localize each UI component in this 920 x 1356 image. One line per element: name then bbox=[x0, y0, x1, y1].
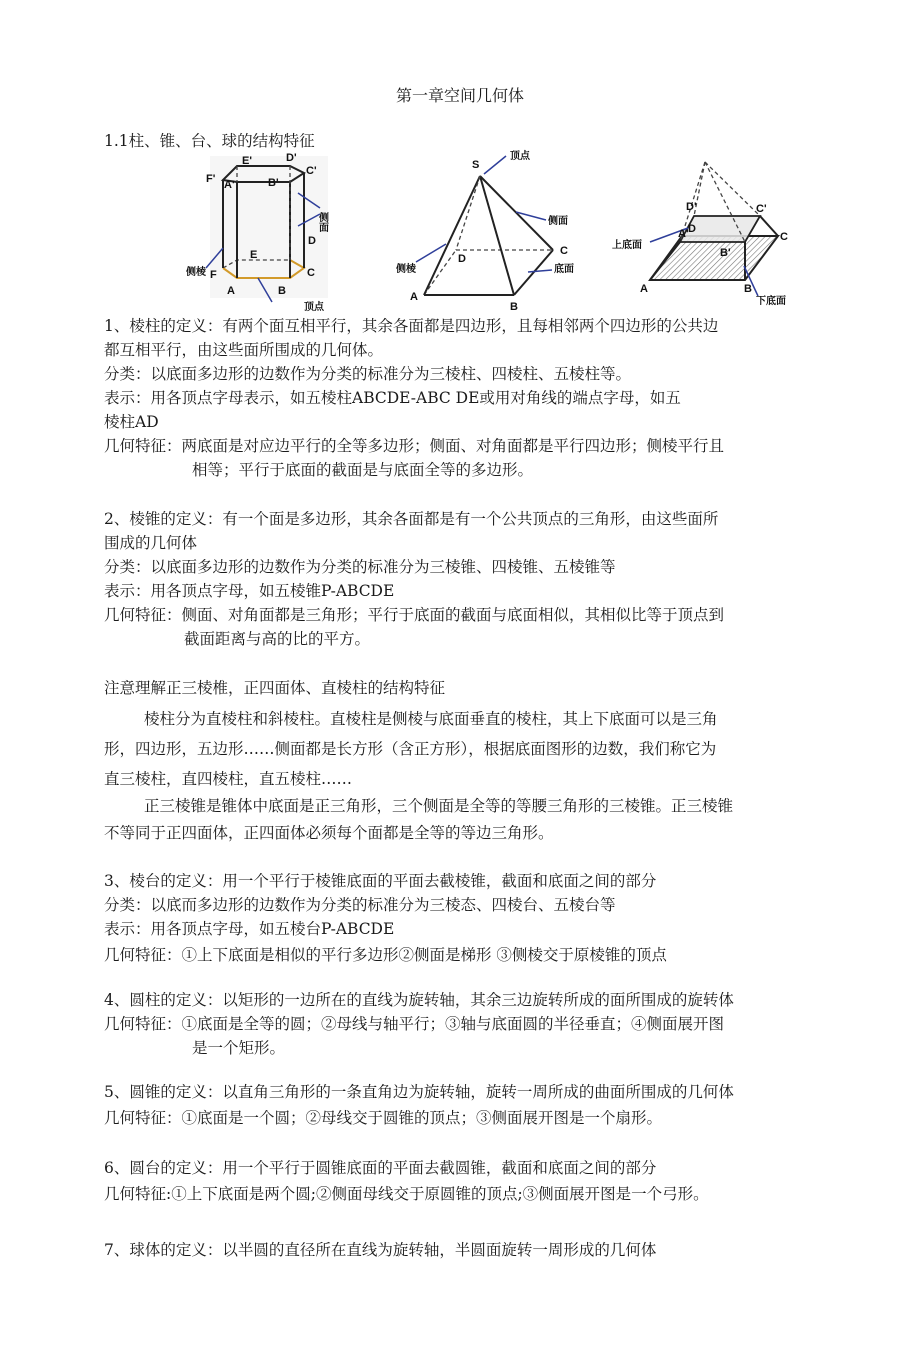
text-line-16: 形，四边形，五边形……侧面都是长方形（含正方形），根据底面图形的边数，我们称它为 bbox=[104, 740, 717, 758]
pyramid-label-d: D bbox=[458, 253, 466, 265]
prism-side-edge: 侧棱 bbox=[186, 267, 206, 278]
text-line-11: 表示：用各顶点字母，如五棱锥P-ABCDE bbox=[104, 582, 395, 600]
text-line-2: 都互相平行，由这些面所围成的几何体。 bbox=[104, 341, 384, 359]
pyramid-base: 底面 bbox=[554, 264, 574, 275]
text-line-3: 分类：以底面多边形的边数作为分类的标准分为三棱柱、四棱柱、五棱柱等。 bbox=[104, 365, 632, 383]
text-line-8: 2、棱锥的定义：有一个面是多边形，其余各面都是有一个公共顶点的三角形，由这些面所 bbox=[104, 510, 719, 528]
text-line-5: 棱柱AD bbox=[104, 413, 159, 431]
prism-label-1: F' bbox=[206, 173, 216, 185]
frustum-figure bbox=[610, 148, 800, 312]
pyramid-label-a: A bbox=[410, 291, 418, 303]
text-line-21: 分类：以底而多边形的边数作为分类的标准分为三棱态、四棱台、五棱台等 bbox=[104, 896, 616, 914]
prism-label-9: A bbox=[227, 285, 235, 297]
text-line-30: 几何特征:①上下底面是两个圆;②侧面母线交于原圆锥的顶点;③侧面展开图是一个弓形。 bbox=[104, 1185, 709, 1203]
pyramid-label-c: C bbox=[560, 245, 568, 257]
prism-vertex: 顶点 bbox=[304, 302, 324, 313]
pyramid-figure bbox=[396, 148, 596, 312]
pyramid-label-b: B bbox=[510, 301, 518, 313]
text-line-24: 4、圆柱的定义：以矩形的一边所在的直线为旋转轴，其余三边旋转所成的面所围成的旋转体 bbox=[104, 991, 734, 1009]
text-line-19: 不等同于正四面体，正四面体必须每个面都是全等的等边三角形。 bbox=[104, 824, 554, 842]
text-line-29: 6、圆台的定义：用一个平行于圆锥底面的平面去截圆锥，截面和底面之间的部分 bbox=[104, 1159, 657, 1177]
prism-label-5: D' bbox=[286, 152, 297, 164]
prism-label-12: D bbox=[308, 235, 316, 247]
text-line-12: 几何特征：侧面、对角面都是三角形；平行于底面的截面与底面相似，其相似比等于顶点到 bbox=[104, 606, 725, 624]
text-line-23: 几何特征：①上下底面是相似的平行多边形②侧面是梯形 ③侧棱交于原棱锥的顶点 bbox=[104, 946, 667, 964]
text-line-28: 几何特征：①底面是一个圆；②母线交于圆锥的顶点；③侧面展开图是一个扇形。 bbox=[104, 1109, 663, 1127]
prism-figure bbox=[180, 148, 350, 312]
text-line-13: 截面距离与高的比的平方。 bbox=[184, 630, 371, 648]
text-line-9: 围成的几何体 bbox=[104, 534, 198, 552]
frustum-label-6: C bbox=[780, 231, 788, 243]
prism-label-8: F bbox=[210, 269, 217, 281]
frustum-label-4: D bbox=[688, 223, 696, 235]
text-line-14: 注意理解正三棱椎，正四面体、直棱柱的结构特征 bbox=[104, 679, 446, 697]
pyramid-vertex: 顶点 bbox=[510, 151, 530, 162]
frustum-lower-base: 下底面 bbox=[756, 296, 786, 307]
text-line-6: 几何特征：两底面是对应边平行的全等多边形；侧面、对角面都是平行四边形；侧棱平行且 bbox=[104, 437, 725, 455]
pyramid-side-face: 侧面 bbox=[548, 216, 568, 227]
pyramid-label-s: S bbox=[472, 159, 480, 171]
frustum-label-7: A bbox=[640, 283, 648, 295]
frustum-label-5: B' bbox=[720, 247, 731, 259]
text-line-25: 几何特征：①底面是全等的圆；②母线与轴平行；③轴与底面圆的半径垂直；④侧面展开图 bbox=[104, 1015, 725, 1033]
text-line-20: 3、棱台的定义：用一个平行于棱锥底面的平面去截棱锥，截面和底面之间的部分 bbox=[104, 872, 657, 890]
frustum-label-2: C' bbox=[756, 203, 767, 215]
text-line-26: 是一个矩形。 bbox=[192, 1039, 286, 1057]
text-line-15: 棱柱分为直棱柱和斜棱柱。直棱柱是侧棱与底面垂直的棱柱，其上下底面可以是三角 bbox=[144, 710, 718, 728]
text-line-10: 分类：以底面多边形的边数作为分类的标准分为三棱锥、四棱锥、五棱锥等 bbox=[104, 558, 616, 576]
text-line-7: 相等；平行于底面的截面是与底面全等的多边形。 bbox=[192, 461, 534, 479]
prism-label-3: E' bbox=[242, 155, 252, 167]
prism-label-10: B bbox=[278, 285, 286, 297]
prism-side-face: 侧面 bbox=[316, 212, 328, 232]
frustum-upper-base: 上底面 bbox=[612, 240, 642, 251]
prism-label-11: C bbox=[307, 267, 315, 279]
prism-label-4: B' bbox=[268, 177, 279, 189]
prism-label-2: A' bbox=[224, 179, 235, 191]
text-line-4: 表示：用各顶点字母表示，如五棱柱ABCDE-ABC DE或用对角线的端点字母，如五 bbox=[104, 389, 681, 407]
frustum-label-3: A' bbox=[678, 228, 689, 240]
text-line-17: 直三棱柱，直四棱柱，直五棱柱…… bbox=[104, 770, 353, 788]
text-line-31: 7、球体的定义：以半圆的直径所在直线为旋转轴，半圆面旋转一周形成的几何体 bbox=[104, 1241, 657, 1259]
page-title: 第一章空间几何体 bbox=[395, 86, 524, 105]
prism-label-7: E bbox=[250, 249, 258, 261]
frustum-label-8: B bbox=[744, 283, 752, 295]
section-heading: 1.1柱、锥、台、球的结构特征 bbox=[104, 132, 315, 150]
text-line-27: 5、圆锥的定义：以直角三角形的一条直角边为旋转轴，旋转一周所成的曲面所围成的几何体 bbox=[104, 1083, 734, 1101]
text-line-22: 表示：用各顶点字母，如五棱台P-ABCDE bbox=[104, 920, 395, 938]
text-line-18: 正三棱锥是锥体中底面是正三角形，三个侧面是全等的等腰三角形的三棱锥。正三棱锥 bbox=[144, 797, 734, 815]
frustum-label-1: D' bbox=[686, 201, 697, 213]
pyramid-side-edge: 侧棱 bbox=[396, 264, 416, 275]
prism-label-6: C' bbox=[306, 165, 317, 177]
text-line-1: 1、棱柱的定义：有两个面互相平行，其余各面都是四边形，且每相邻两个四边形的公共边 bbox=[104, 317, 719, 335]
